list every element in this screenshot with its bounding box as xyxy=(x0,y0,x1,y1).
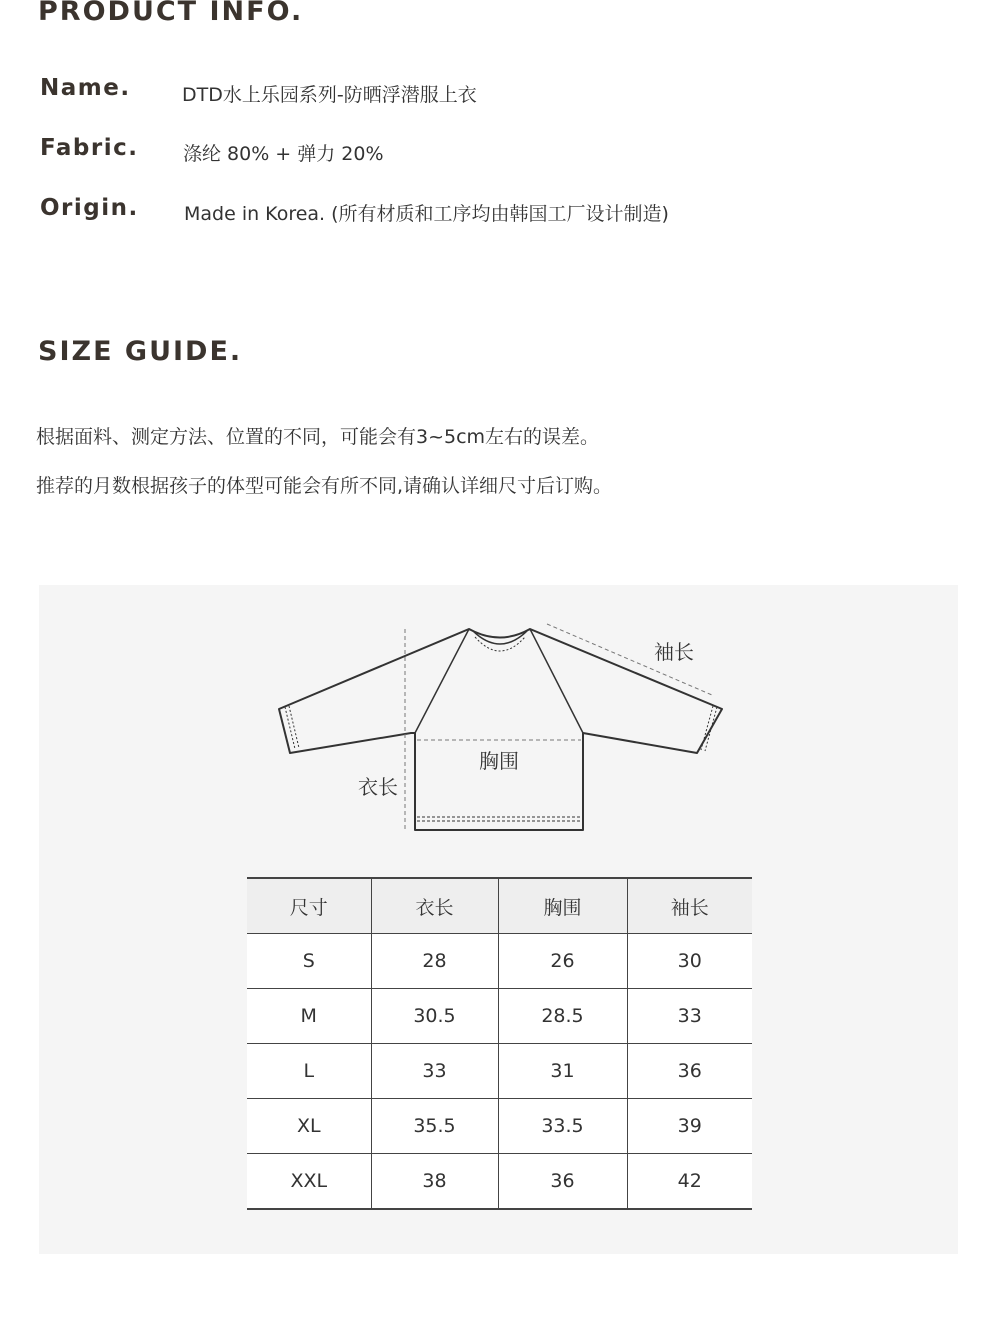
header-length: 衣长 xyxy=(371,878,498,934)
cell-chest: 33.5 xyxy=(498,1099,627,1154)
cell-size: S xyxy=(247,934,371,989)
cell-size: XXL xyxy=(290,1170,328,1192)
cell-sleeve: 39 xyxy=(627,1099,752,1154)
cell-length: 28 xyxy=(371,934,498,989)
fabric-label: Fabric. xyxy=(40,135,139,161)
origin-value: Made in Korea. (所有材质和工序均由韩国工厂设计制造) xyxy=(184,203,669,225)
cell-size: M xyxy=(247,989,371,1044)
origin-label: Origin. xyxy=(40,195,139,221)
cell-length: 33 xyxy=(371,1044,498,1099)
table-row xyxy=(247,1099,752,1154)
cell-size: XL xyxy=(247,1099,371,1154)
header-sleeve: 袖长 xyxy=(627,878,752,934)
cell-chest: 26 xyxy=(498,934,627,989)
cell-sleeve: 30 xyxy=(627,934,752,989)
cell-chest: 28.5 xyxy=(498,989,627,1044)
table-header-row xyxy=(247,878,752,934)
table-row xyxy=(247,1044,752,1099)
cell-chest: 31 xyxy=(498,1044,627,1099)
body-length-label: 衣长 xyxy=(358,775,398,799)
size-note-2: 推荐的月数根据孩子的体型可能会有所不同,请确认详细尺寸后订购。 xyxy=(36,475,613,497)
cell-sleeve: 42 xyxy=(627,1154,752,1210)
cell-length: 30.5 xyxy=(371,989,498,1044)
name-value: DTD水上乐园系列-防晒浮潜服上衣 xyxy=(182,84,477,106)
fabric-value: 涤纶 80% + 弹力 20% xyxy=(183,143,384,165)
cell-sleeve: 36 xyxy=(627,1044,752,1099)
size-note-1: 根据面料、测定方法、位置的不同，可能会有3~5cm左右的误差。 xyxy=(36,426,600,448)
cell-length: 35.5 xyxy=(371,1099,498,1154)
table-row xyxy=(247,934,752,989)
size-guide-heading: SIZE GUIDE. xyxy=(38,336,243,367)
garment-diagram xyxy=(39,585,958,865)
sleeve-length-label: 袖长 xyxy=(654,640,694,664)
name-label: Name. xyxy=(40,75,131,101)
header-chest: 胸围 xyxy=(498,878,627,934)
table-row xyxy=(247,989,752,1044)
size-chart-panel xyxy=(39,585,958,1254)
header-size: 尺寸 xyxy=(247,878,371,934)
cell-chest: 36 xyxy=(498,1154,627,1210)
table-row xyxy=(247,1154,752,1210)
product-info-heading: PRODUCT INFO. xyxy=(38,0,304,27)
cell-length: 38 xyxy=(371,1154,498,1210)
cell-sleeve: 33 xyxy=(627,989,752,1044)
cell-size: L xyxy=(247,1044,371,1099)
size-table xyxy=(247,877,752,1210)
chest-label: 胸围 xyxy=(479,749,519,773)
